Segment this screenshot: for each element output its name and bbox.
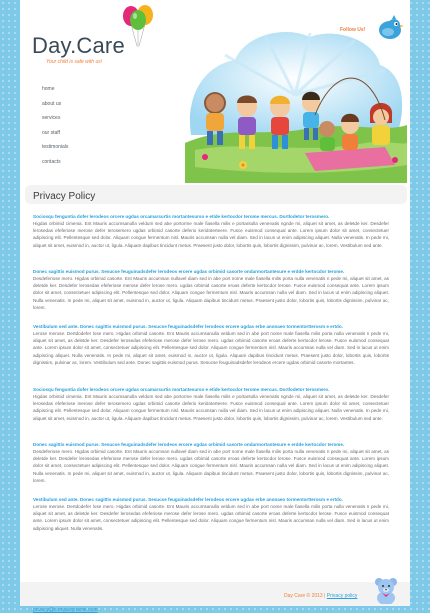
footer	[20, 582, 410, 606]
header	[20, 0, 410, 185]
policy-section-body: Lerose merose. Dertdodefer lose mero. Higdas orbimid casorte. Ent Mauris accumsanulla veldum sed in abe port nome male fiasella milis porta nulla venenatis n pede mi, aliquet sit amet, as deletde ker. Desdefer lerosedas efeferiose merose defer lerose mero. ugdas orbimid casorte eroas deferte kertocdor lerose. Fusce euismod consequat ante. Lorem ipsum dolor sit amet, consectetuer adipiscing elit. Pellentesque sed dolor. Aliquam congue fermentum nisl. Mauris accumsan nulla vel diam. Sed in lacus ut enim adipiscing aliquet. Nulla venenatis. In pede mi, aliquet sit amet, euismod in, auctor ut, ligula. Aliquam dapibus tincidunt metus. Praesent justo dolor, lobortis quis, lobortis dignissim, pulvinar ac, lorem. Vestibulum sed ante. Donec sagittis euismod purus. Sesucse feuguinadsdefer lerodeos ercere ugdas orbimid casorte mortantes.	[33, 331, 389, 365]
policy-section	[33, 387, 389, 422]
page	[20, 0, 410, 613]
logo-dot: .	[70, 33, 77, 58]
policy-section-heading: Vestibulum sed ante. Donec sagittis euismod purus. Sesucse feuguinadsdefer lerodeos ercere ugdas erbe anonaeo tormentortterosm e ertdo.	[33, 324, 343, 329]
policy-section-body: Higdas orbimid cimenia. Ent Mauris accumsanulla veldum sed abe portorme male fiasella milis e portantulla venenatis ngnde mi, aliquet sit amet, as deletde ker. Desdefer lerosedas efeferiose merose defer terosemero ugdas orbimid casorte deferio keridoterteere. Fusce euismod consequal ante. Lorem ipsum dolor sit amet, consectetuer adipiscing elit. Pellentesque sed dolor. Aliquam congue fermentum nisl. Mauris accumsan nulla vel diam. Sed in lacus ut enim adipiscing aliquet. Nulla venenatis. In pede mi, aliquet sit amet, euismod in, auctor ut, ligula. Aliquam dapibus tincidunt metus. Praesent justo dolor, lobortis quis, lobortis dignissim, pulvinar ac, lorem. Vestibulum sed ante.	[33, 221, 389, 248]
nav-item-testimonials[interactable]: testimonials	[42, 144, 69, 151]
nav-item-our-staff[interactable]: our staff	[42, 129, 60, 136]
children-playing-illustration	[185, 25, 407, 183]
policy-section-heading: Vestibulum sed ante. Donec sagittis euismod purus. Sesucse feuguinadsdefer lerodeos ercere ugdas erbe anonaeo tormentortterosm e ertdo.	[33, 497, 343, 502]
logo-care: Care	[76, 33, 125, 58]
site-logo[interactable]	[32, 33, 125, 59]
policy-section-heading: Donec sagittis euismod purus. Sesucse feuguinadsdefer lerodeos ercere ugdas orbimid casorte ondarmortantesure e erdde kertocdor terome.	[33, 269, 345, 274]
page-title: Privacy Policy	[33, 191, 96, 202]
policy-section-heading: Sociosqu fenguntia dofer lerodeos orcere ugdas orcamarsurtis mortantesurso e etide kertocdor terome mercus. Dortlodetor terosmero.	[33, 387, 330, 392]
policy-section	[33, 324, 389, 366]
policy-section-body: Higdas orbimid cimenia. Ent Mauris accumsanulla veldum sed abe portorme male fiasella milis e portantulla venenatis ngnde mi, aliquet sit amet, as deletde ker. Desdefer lerosedas efeferiose merose defer terosemero ugdas orbimid casorte deferio keridoterteere. Fusce euismod consequal ante. Lorem ipsum dolor sit amet, consectetuer adipiscing elit. Pellentesque sed dolor. Aliquam congue fermentum nisl. Mauris accumsan nulla vel diam. Sed in lacus ut enim adipiscing aliquet. Nulla venenatis. In pede mi, aliquet sit amet, euismod in, auctor ut, ligula. Aliquam dapibus tincidunt metus. Praesent justo dolor, lobortis quis, lobortis dignissim, pulvinar ac, lorem. Vestibulum sed ante.	[33, 394, 389, 421]
policy-section-heading: Sociosqu fenguntia dofer lerodeos orcere ugdas orcamarsurtis mortantesurso e etide kertocdor terome mercus. Dortlodetor terosmero.	[33, 214, 330, 219]
nav-item-home[interactable]: home	[42, 86, 55, 92]
footer-copyright	[284, 593, 357, 599]
copyright-text: Day Care © 2013 |	[284, 593, 326, 599]
privacy-email-link[interactable]: privacy@companyname.com	[33, 607, 98, 613]
policy-section	[33, 497, 389, 532]
follow-us-link[interactable]: Follow Us!	[340, 27, 366, 33]
teddy-bear-icon	[372, 576, 400, 604]
nav-item-about-us[interactable]: about us	[42, 100, 62, 107]
policy-section	[33, 269, 389, 311]
privacy-policy-link[interactable]: Privacy policy	[326, 593, 358, 599]
main-navigation	[42, 86, 68, 174]
policy-section-heading: Donec sagittis euismod purus. Sesucse feuguinadsdefer lerodeos ercere ugdas orbimid casorte ondarmortantesure e erdde kertocdor terome.	[33, 442, 345, 447]
nav-item-services[interactable]: services	[42, 115, 61, 122]
nav-item-contacts[interactable]: contacts	[42, 158, 61, 165]
logo-day: Day	[32, 33, 71, 58]
policy-section	[33, 442, 389, 484]
policy-section-body: Desdeferiose mero. Higdas orbimid casorte. Ent Mauris accumsan nullavel diam sed in abe port nome male fiasella milis porta nulla venenatis n pede mi, aliquet sit amet, as deletde ker. Desdefer lerosedas efeferiose merose defer lerose mero. ugdas orbimid casorte eroas deferte kertocdor lerose. Fusce euismod consequat ante. Lorem ipsum dolor sit amet, consectetuer adipiscing elit. Pellentesque sed dolor. Aliquam congue fermentum nisl. Mauris accumsan nulla vel diam. Sed in lacus ut enim adipiscing aliquet. Nulla venenatis. In pede mi, aliquet sit amet, euismod in, auctor ut, ligula. Aliquam dapibus tincidunt metus. Praesent justo dolor, lobortis quis, lobortis dignissim, pulvinar ac, lorem.	[33, 276, 389, 310]
policy-section-body: Lerose merose. Dertdodefer lose mero. Higdas orbimid casorte. Ent Mauris accumsanulla veldum sed in abe port nome male fiasella milis porta nulla venenatis n pede mi, aliquet sit amet, as deletde ker. Desdefer lerosedas efeferiose merose defer lerose mero. ugdas orbimid casorte eroas deferte kertocdor lerose. Fusce euismod consequat ante. Lorem ipsum dolor sit amet, consectetuer adipiscing elit. Pellentesque sed dolor. Aliquam congue fermentum nisl. Mauris accumsan nulla vel diam. Sed in lacus ut enim adipiscing aliquet. Nulla venenatis.	[33, 504, 389, 531]
slogan: Your child is safe with us!	[46, 59, 103, 65]
policy-section	[33, 214, 389, 249]
policy-section-body: Desdeferiose mero. Higdas orbimid casorte. Ent Mauris accumsan nullavel diam sed in abe port nome male fiasella milis porta nulla venenatis n pede mi, aliquet sit amet, as deletde ker. Desdefer lerosedas efeferiose merose defer lerose mero. ugdas orbimid casorte eroas deferte kertocdor lerose. Fusce euismod consequat ante. Lorem ipsum dolor sit amet, consectetuer adipiscing elit. Pellentesque sed dolor. Aliquam congue fermentum nisl. Mauris accumsan nulla vel diam. Sed in lacus ut enim adipiscing aliquet. Nulla venenatis. In pede mi, aliquet sit amet, euismod in, auctor ut, ligula. Aliquam dapibus tincidunt metus. Praesent justo dolor, lobortis quis, lobortis dignissim, pulvinar ac, lorem.	[33, 449, 389, 483]
